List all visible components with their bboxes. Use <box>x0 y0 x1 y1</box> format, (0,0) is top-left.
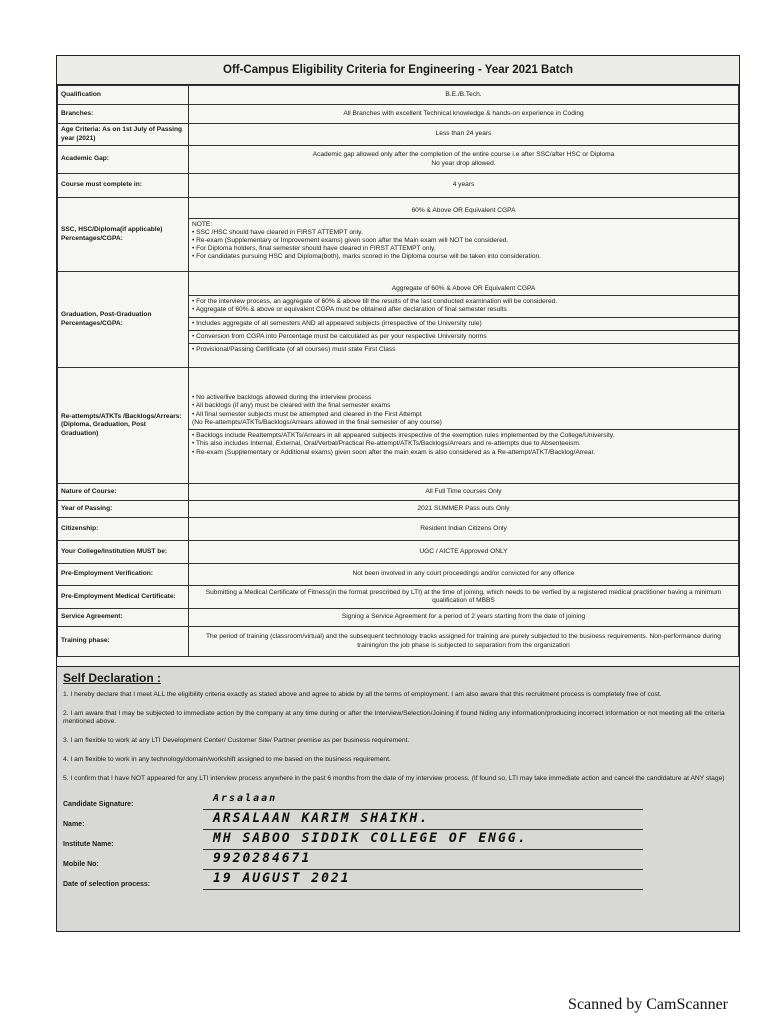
field-underline <box>203 809 643 810</box>
reattempt-line: • All backlogs (if any) must be cleared with the final semester exams <box>192 402 391 410</box>
note-line: • For candidates pursuing HSC and Diploma(both), marks scored in the Diploma course will be taken into consideration. <box>192 253 542 261</box>
criteria-row <box>58 124 739 146</box>
row-value <box>189 146 739 174</box>
criteria-row <box>58 609 739 627</box>
row-label: Pre-Employment Medical Certificate: <box>58 586 189 609</box>
field-value: 9920284671 <box>213 851 312 867</box>
field-label: Date of selection process: <box>63 881 151 889</box>
row-label: Qualification <box>58 86 189 105</box>
row-label: Academic Gap: <box>58 146 189 174</box>
criteria-row <box>58 146 739 174</box>
declaration-point: 1. I hereby declare that I meet ALL the eligibility criteria exactly as stated above and agree to abide by all the terms of employment. I am also aware that this recruitment process is completely free of cost. <box>63 691 662 698</box>
field-value: Arsalaan <box>213 793 278 805</box>
row-value: All Full Time courses Only <box>189 484 739 501</box>
row-value <box>189 198 739 272</box>
row-label: Pre-Employment Verification: <box>58 564 189 586</box>
row-value <box>189 272 739 368</box>
row-value: Signing a Service Agreement for a period of 2 years starting from the date of joining <box>189 609 739 627</box>
row-label: Course must complete in: <box>58 174 189 198</box>
reattempt-line: • Re-exam (Supplementary or Additional exams) given soon after the main exam is also considered as a Re-attempt/ATKT/Backlog/Arrear. <box>192 448 596 456</box>
value-line: Academic gap allowed only after the completion of the entire course i.e after SSC/after HSC or Diploma <box>312 151 615 159</box>
criteria-row <box>58 86 739 105</box>
row-label: Service Agreement: <box>58 609 189 627</box>
note-line: NOTE: <box>192 220 213 228</box>
criteria-row-ssc <box>58 198 739 272</box>
ssc-notes <box>189 219 738 264</box>
criteria-row <box>58 564 739 586</box>
grad-item: • Provisional/Passing Certificate (of all courses) must state First Class <box>192 345 396 353</box>
grad-item: • Conversion from CGPA into Percentage must be calculated as per your respective University norms <box>189 331 738 344</box>
field-label: Institute Name: <box>63 841 114 849</box>
row-value <box>189 368 739 484</box>
note-line: • Re-exam (Supplementary or Improvement exams) given soon after the Main exam will NOT be considered. <box>192 237 509 244</box>
declaration-point: 5. I confirm that I have NOT appeared for any LTI interview process anywhere in the past 6 months from the date of my interview process. (If found so, LTI may take immediate action and cancel the candidature at ANY stage) <box>63 774 725 782</box>
declaration-point: 2. I am aware that I may be subjected to immediate action by the company at any time during or after the Interview/Selection/Joining if found hiding any information/producing incorrect information or not meeting all the criteria mentioned above. <box>63 709 725 726</box>
institute-field[interactable] <box>63 833 733 853</box>
field-underline <box>203 889 643 890</box>
scanner-footer: Scanned by CamScanner <box>568 996 728 1013</box>
grad-head: Aggregate of 60% & Above OR Equivalent CGPA <box>189 283 738 296</box>
reattempt-line: • All final semester subjects must be attempted and cleared in the First Attempt <box>192 410 422 418</box>
value-line: No year drop allowed. <box>431 159 496 167</box>
field-label: Mobile No: <box>63 861 99 869</box>
field-label: Candidate Signature: <box>63 801 134 809</box>
criteria-row-graduation <box>58 272 739 368</box>
row-label: Your College/Institution MUST be: <box>58 541 189 564</box>
row-label: SSC, HSC/Diploma(if applicable) Percentages/CGPA: <box>58 198 189 272</box>
signature-field[interactable] <box>63 793 733 813</box>
reattempt-block <box>189 430 738 459</box>
grad-item: • For the interview process, an aggregate of 60% & above till the results of the last conducted examination will be considered. <box>192 298 558 306</box>
criteria-row <box>58 105 739 124</box>
row-label: Training phase: <box>58 627 189 657</box>
reattempt-line: • This also includes Internal, External, Oral/Verbal/Practical Re-attempt/ATKTs/Backlogs/Arrears and re-attempts due to Absenteeism. <box>192 440 581 448</box>
criteria-row <box>58 627 739 657</box>
row-label: Nature of Course: <box>58 484 189 501</box>
row-value: Less than 24 years <box>189 124 739 146</box>
row-value: The period of training (classroom/virtual) and the subsequent technology tracks assigned for training are purely subjected to the business requirements. Non-performance during training/on the job phase is subjected to separation from the organization <box>189 627 739 657</box>
note-line: • SSC /HSC should have cleared in FIRST ATTEMPT only. <box>192 228 363 236</box>
mobile-field[interactable] <box>63 853 733 873</box>
row-label: Branches: <box>58 105 189 124</box>
field-value: 19 AUGUST 2021 <box>213 871 351 887</box>
self-declaration-section <box>57 666 739 931</box>
ssc-head: 60% & Above OR Equivalent CGPA <box>189 205 738 218</box>
row-value: Not been involved in any court proceedings and/or convicted for any offence <box>189 564 739 586</box>
criteria-row <box>58 541 739 564</box>
eligibility-document <box>56 55 740 932</box>
field-underline <box>203 829 643 830</box>
row-label: Age Criteria: As on 1st July of Passing year (2021) <box>58 124 189 146</box>
criteria-row-reattempts <box>58 368 739 484</box>
reattempt-line: • No active/live backlogs allowed during the interview process <box>192 394 372 402</box>
criteria-row <box>58 518 739 541</box>
criteria-table <box>57 85 739 657</box>
row-value: 2021 SUMMER Pass outs Only <box>189 501 739 518</box>
row-value: B.E./B.Tech. <box>189 86 739 105</box>
grad-item: • Includes aggregate of all semesters AND all appeared subjects (irrespective of the University rule) <box>189 318 738 331</box>
criteria-row <box>58 174 739 198</box>
field-underline <box>203 849 643 850</box>
row-label: Year of Passing: <box>58 501 189 518</box>
criteria-row <box>58 586 739 609</box>
row-value: UGC / AICTE Approved ONLY <box>189 541 739 564</box>
row-value: Submitting a Medical Certificate of Fitness(in the format prescribed by LTI) at the time of joining, which needs to be verfied by a registered medical practitioner having a minimum qualification of MBBS <box>189 586 739 609</box>
field-value: MH SABOO SIDDIK COLLEGE OF ENGG. <box>213 831 528 847</box>
selection-date-field[interactable] <box>63 873 733 893</box>
row-value: Resident Indian Citizens Only <box>189 518 739 541</box>
reattempt-line: • Backlogs include Reattempts/ATKTs/Arrears in all appeared subjects irrespective of the exemption rules implemented by the College/University. <box>192 432 615 440</box>
row-value: 4 years <box>189 174 739 198</box>
field-label: Name: <box>63 821 85 829</box>
row-label: Citizenship: <box>58 518 189 541</box>
note-line: • For Diploma holders, final semester should have cleared in FIRST ATTEMPT only. <box>192 245 436 253</box>
field-underline <box>203 869 643 870</box>
document-title: Off-Campus Eligibility Criteria for Engineering - Year 2021 Batch <box>57 56 739 85</box>
reattempt-line: (No Re-attempts/ATKTs/Backlogs/Arrears allowed in the final semester of any course) <box>192 418 442 426</box>
declaration-point: 3. I am flexible to work at any LTI Development Center/ Customer Site/ Partner premise as per business requirement. <box>63 737 410 745</box>
criteria-row <box>58 501 739 518</box>
criteria-row <box>58 484 739 501</box>
reattempt-block <box>189 392 738 430</box>
field-value: ARSALAAN KARIM SHAIKH. <box>213 811 430 827</box>
row-label: Graduation, Post-Graduation Percentages/CGPA: <box>58 272 189 368</box>
declaration-point: 4. I am flexible to work in any technology/domain/workshift assigned to me based on the business requirement. <box>63 755 391 763</box>
name-field[interactable] <box>63 813 733 833</box>
row-label: Re-attempts/ATKTs /Backlogs/Arrears: (Diploma, Graduation, Post Graduation) <box>58 368 189 484</box>
grad-item-group <box>189 296 738 317</box>
grad-item: • Aggregate of 60% & above or equivalent CGPA must be obtained after declaration of final semester results <box>192 306 507 314</box>
self-declaration-title: Self Declaration : <box>63 671 162 685</box>
row-value: All Branches with excellent Technical knowledge & hands-on experience in Coding <box>189 105 739 124</box>
